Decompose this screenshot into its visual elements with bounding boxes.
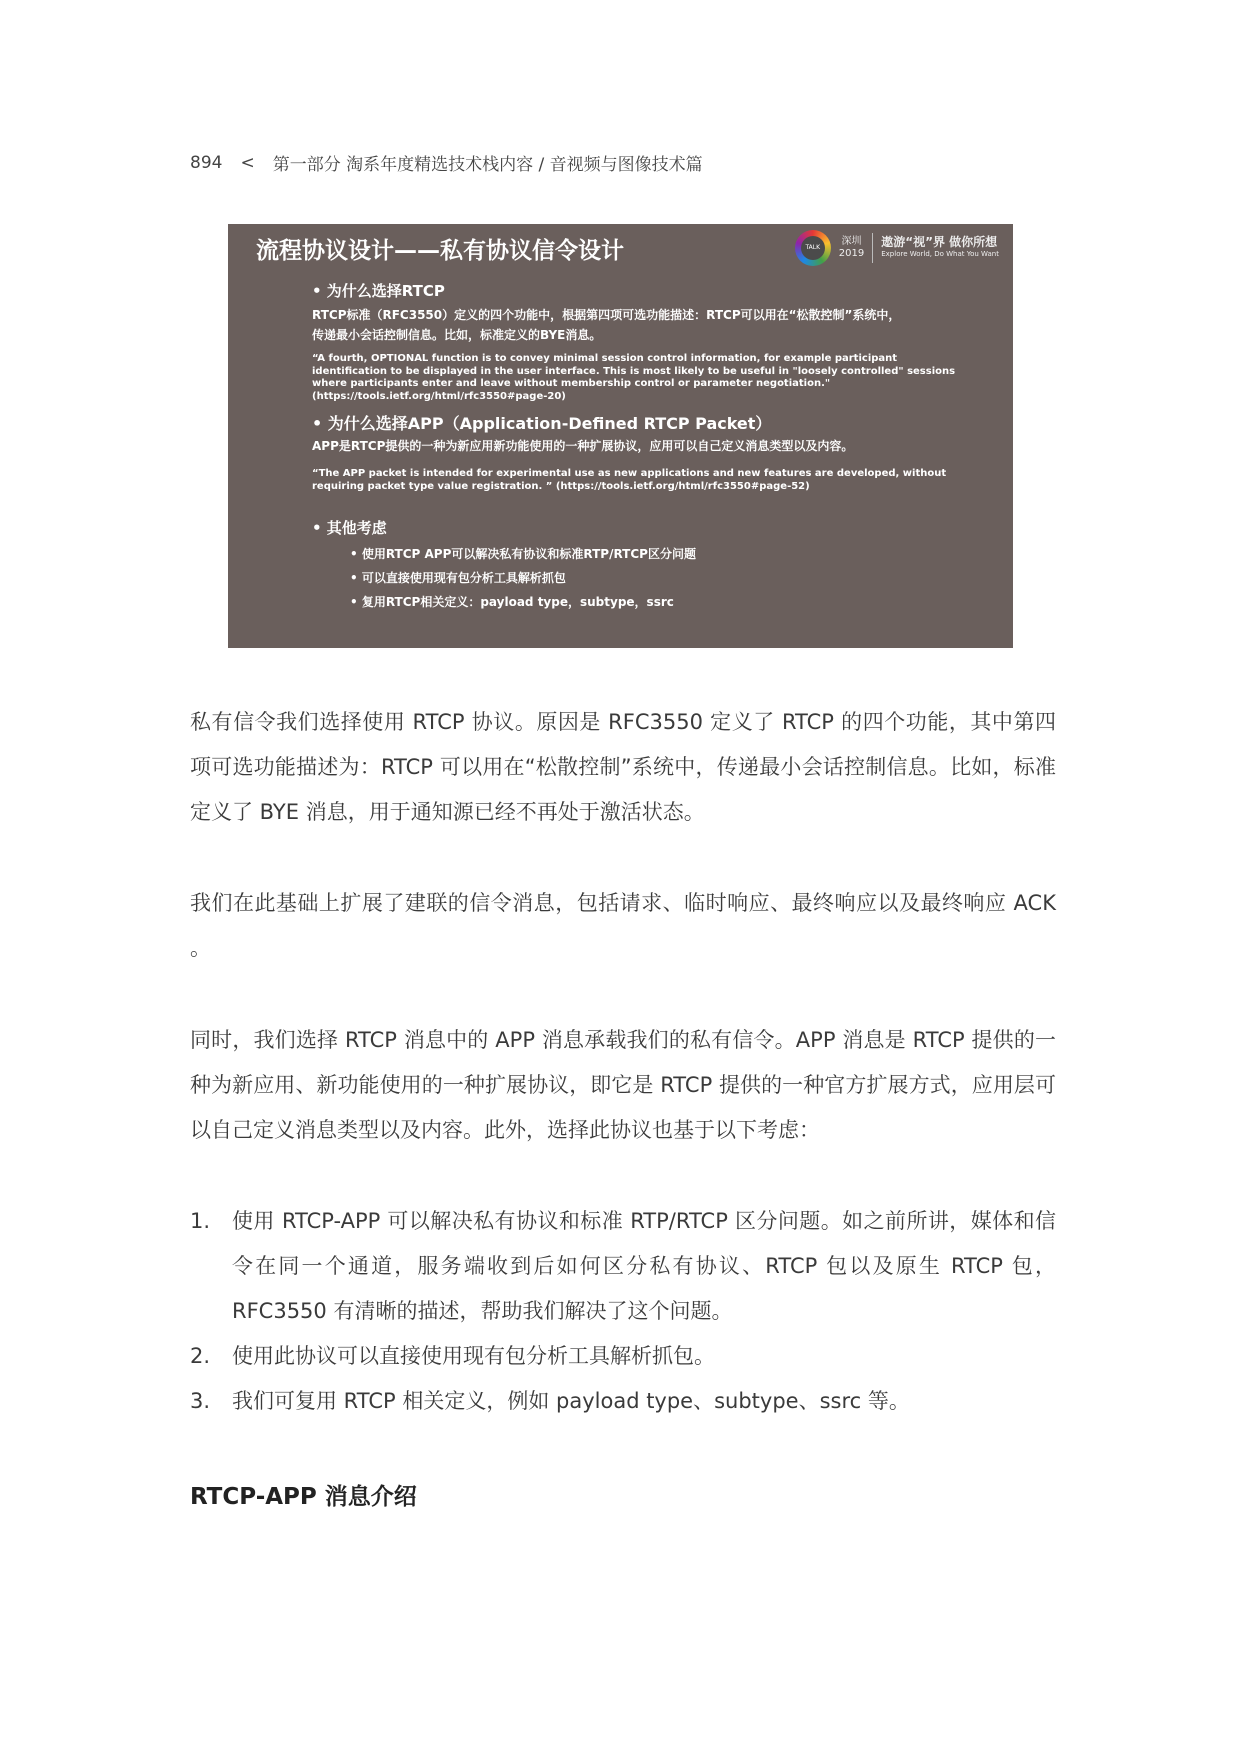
slide-heading-rtcp: • 为什么选择RTCP: [312, 282, 445, 300]
slide-quote-line: where participants enter and leave without membership control or parameter negotiation.": [312, 378, 831, 389]
list-item-number: 2.: [190, 1344, 211, 1368]
list-item-text: 使用此协议可以直接使用现有包分析工具解析抓包。: [232, 1344, 715, 1368]
logo-slogan-cn: 遨游“视”界 做你所想: [881, 235, 998, 249]
slide-sub-item: • 复用RTCP相关定义：payload type，subtype，ssrc: [350, 595, 674, 609]
logo-year: 2019: [838, 248, 865, 259]
slide-title: 流程协议设计——私有协议信令设计: [256, 238, 624, 264]
list-item: [190, 1379, 1056, 1424]
slide-quote-line: (https://tools.ietf.org/html/rfc3550#page-20): [312, 390, 566, 402]
body-paragraph: 同时，我们选择 RTCP 消息中的 APP 消息承载我们的私有信令。APP 消息是 RTCP 提供的一种为新应用、新功能使用的一种扩展协议，即它是 RTCP 提供的一种官方扩展方式，应用层可以自己定义消息类型以及内容。此外，选择此协议也基于以下考虑：: [190, 1028, 1056, 1142]
section-title: RTCP-APP 消息介绍: [190, 1484, 417, 1510]
slide-sub-item: • 可以直接使用现有包分析工具解析抓包: [350, 571, 566, 585]
slide-heading-app: • 为什么选择APP（Application-Defined RTCP Packet）: [312, 414, 772, 433]
slide-body: [312, 280, 983, 614]
considerations-list: [190, 1199, 1056, 1424]
slide-quote-rtcp: [312, 353, 983, 403]
slide-sub-item: • 使用RTCP APP可以解决私有协议和标准RTP/RTCP区分问题: [350, 547, 696, 561]
body-paragraph: 私有信令我们选择使用 RTCP 协议。原因是 RFC3550 定义了 RTCP 的四个功能，其中第四项可选功能描述为：RTCP 可以用在“松散控制”系统中，传递最小会话控制信息。比如，标准定义了 BYE 消息，用于通知源已经不再处于激活状态。: [190, 710, 1056, 824]
logo-slogan-en: Explore World, Do What You Want: [881, 250, 999, 258]
slide-quote-line: identification to be displayed in the user interface. This is most likely to be useful in "loosely controlled" sessions: [312, 365, 956, 377]
slide-quote-app: [312, 468, 983, 493]
logo-city-name: 深圳: [841, 236, 862, 247]
slide-line: APP是RTCP提供的一种为新应用新功能使用的一种扩展协议，应用可以自己定义消息类型以及内容。: [312, 439, 854, 453]
logo-city: [839, 236, 864, 260]
slide-heading-other: • 其他考虑: [312, 519, 387, 537]
slide-quote-line: “A fourth, OPTIONAL function is to convey minimal session control information, for example participant: [312, 353, 898, 364]
list-item-text: 我们可复用 RTCP 相关定义，例如 payload type、subtype、ssrc 等。: [232, 1389, 910, 1413]
page-header: [190, 150, 703, 175]
logo-badge-text: TALK: [801, 236, 825, 260]
logo-badge-icon: [795, 230, 831, 266]
slide-line: RTCP标准（RFC3550）定义的四个功能中，根据第四项可选功能描述：RTCP可以用在“松散控制”系统中，: [312, 308, 901, 322]
page-number: 894: [190, 152, 223, 173]
slide-image: [228, 224, 1013, 648]
list-item: [190, 1334, 1056, 1379]
list-item-text: 使用 RTCP-APP 可以解决私有协议和标准 RTP/RTCP 区分问题。如之前所讲，媒体和信令在同一个通道，服务端收到后如何区分私有协议、RTCP 包以及原生 RTCP 包，RFC3550 有清晰的描述，帮助我们解决了这个问题。: [232, 1209, 1056, 1323]
logo-divider: [872, 233, 873, 263]
conference-logo: [795, 230, 999, 266]
breadcrumb: 第一部分 淘系年度精选技术栈内容 / 音视频与图像技术篇: [272, 155, 703, 175]
logo-slogan: [881, 236, 999, 260]
slide-quote-line: “The APP packet is intended for experimental use as new applications and new features are developed, without: [312, 468, 947, 479]
list-item-number: 1.: [190, 1209, 211, 1233]
slide-quote-line: requiring packet type value registration. ” (https://tools.ietf.org/html/rfc3550#page-52): [312, 480, 810, 492]
list-item-number: 3.: [190, 1389, 211, 1413]
body-paragraph: 我们在此基础上扩展了建联的信令消息，包括请求、临时响应、最终响应以及最终响应 ACK 。: [190, 891, 1056, 960]
list-item: [190, 1199, 1056, 1334]
header-separator: <: [240, 152, 255, 173]
slide-line: 传递最小会话控制信息。比如，标准定义的BYE消息。: [312, 328, 602, 342]
